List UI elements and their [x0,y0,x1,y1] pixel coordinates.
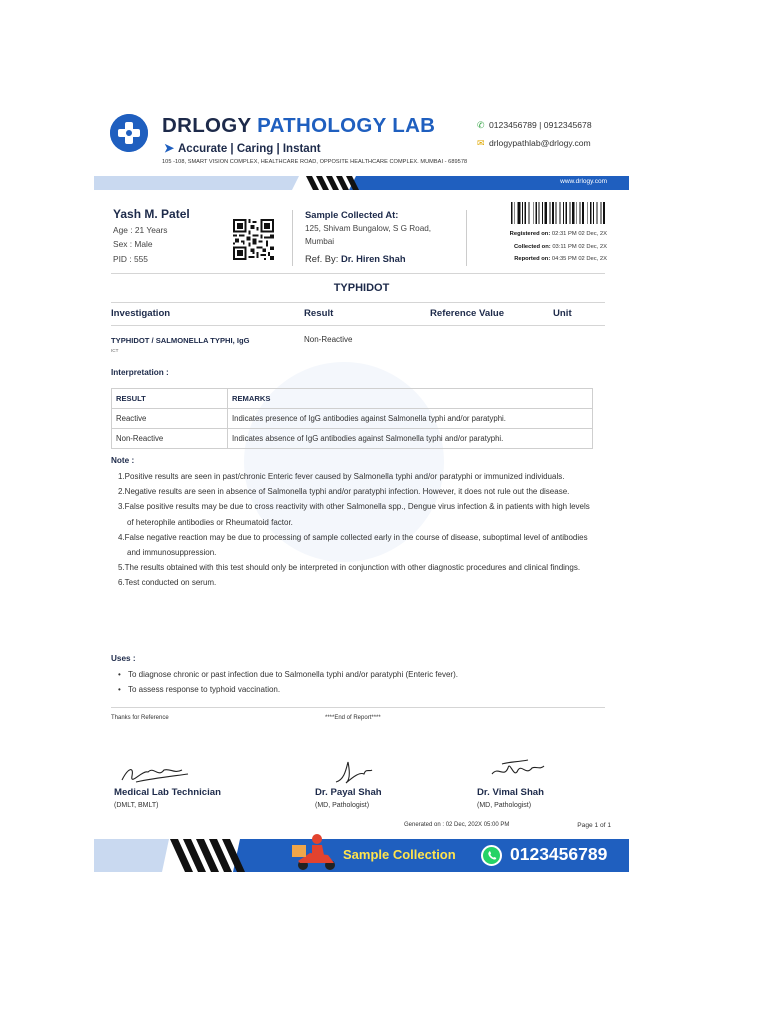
uses-title: Uses : [111,654,136,663]
tagline: ➤ Accurate | Caring | Instant [164,141,321,155]
signature-vimal-shah [478,756,598,786]
page-number: Page 1 of 1 [577,822,611,829]
test-title: TYPHIDOT [333,282,390,294]
lab-report [94,92,629,872]
note-item: 1.Positive results are seen in past/chronic Enteric fever caused by Salmonella typhi and/or paratyphi or immunized individuals. [118,472,565,481]
note-item: 3.False positive results may be due to cross reactivity with other Salmonella spp., Dengue virus infection & in patients with high levels of heterophile antibodies or Rheumatoid factor. [118,502,590,527]
note-item: 5.The results obtained with this test should only be interpreted in conjunction with other diagnostic procedures and clinical findings. [118,563,581,573]
email-contact: ✉ drlogypathlab@drlogy.com [477,138,591,148]
table-row [112,409,593,429]
collection-title: Sample Collected At: [305,209,399,220]
header-remarks: REMARKS [228,389,593,409]
microscope-icon: ➤ [164,141,175,155]
signatory-qualification: (MD, Pathologist) [477,802,532,809]
delivery-rider-icon [290,831,340,871]
thanks-text: Thanks for Reference [111,715,169,721]
signature-technician [114,756,234,786]
header-stripe [94,176,629,190]
lab-name: DRLOGY PATHOLOGY LAB [162,114,436,137]
divider [111,707,605,708]
interpretation-title: Interpretation : [111,368,169,377]
col-result: Result [304,308,334,319]
divider [111,273,605,274]
row-result: Reactive [112,409,228,429]
collected-on: Collected on: 03:11 PM 02 Dec, 2X [513,244,607,250]
whatsapp-icon [481,845,502,866]
website: www.drlogy.com [560,178,607,185]
note-item: 4.False negative reaction may be due to processing of sample collected early in the course of disease, suboptimal level of antibodies and immunosuppression. [118,532,588,558]
divider [292,210,293,266]
note-item: 2.Negative results are seen in absence of Salmonella typhi and/or paratyphi infection. However, it does not rule out the disease. [118,487,570,497]
notes-title: Note : [111,456,135,465]
row-remarks: Indicates absence of IgG antibodies against Salmonella typhi and/or paratyphi. [228,429,593,449]
uses-list [118,667,598,698]
end-of-report: ****End of Report**** [325,715,381,721]
barcode [511,202,607,232]
patient-age: Age : 21 Years [113,225,168,235]
investigation-name: TYPHIDOT / SALMONELLA TYPHI, IgG [111,336,250,345]
signatory-title: Medical Lab Technician [114,787,221,798]
note-item: 6.Test conducted on serum. [118,578,217,588]
col-reference-value: Reference Value [430,308,505,319]
table-header-row [112,389,593,409]
col-unit: Unit [553,308,572,319]
header-result: RESULT [112,389,228,409]
phone-icon: ✆ [477,120,485,130]
lab-address: 105 -108, SMART VISION COMPLEX, HEALTHCARE ROAD, OPPOSITE HEALTHCARE COMPLEX. MUMBAI - 689578 [162,159,468,165]
col-investigation: Investigation [111,308,171,319]
reported-on: Reported on: 04:35 PM 02 Dec, 2X [514,256,607,262]
signatory-title: Dr. Payal Shah [315,787,382,798]
generated-on: Generated on : 02 Dec, 202X 05:00 PM [404,822,510,828]
patient-pid: PID : 555 [113,254,148,264]
medical-cross-icon [110,114,148,152]
patient-sex: Sex : Male [113,239,153,249]
row-remarks: Indicates presence of IgG antibodies against Salmonella typhi and/or paratyphi. [228,409,593,429]
registered-on: Registered on: 02:31 PM 02 Dec, 2X [509,231,607,237]
signatory-qualification: (MD, Pathologist) [315,802,370,809]
use-item: • To diagnose chronic or past infection due to Salmonella typhi and/or paratyphi (Enteric fever). [118,667,598,682]
signatory-title: Dr. Vimal Shah [477,787,545,798]
divider [111,325,605,326]
investigation-result: Non-Reactive [304,335,353,344]
mail-icon: ✉ [477,138,485,148]
divider [466,210,467,266]
signature-payal-shah [316,756,436,786]
notes-list [118,469,598,591]
qr-code [233,219,274,260]
phone-contact: ✆ 0123456789 | 0912345678 [477,120,592,130]
patient-name: Yash M. Patel [113,207,190,221]
table-row [112,429,593,449]
signatory-qualification: (DMLT, BMLT) [114,802,159,809]
banner-phone: 0123456789 [510,844,608,864]
investigation-method: ICT [111,348,119,353]
divider [111,302,605,303]
row-result: Non-Reactive [112,429,228,449]
interpretation-table [111,388,593,449]
collection-address: 125, Shivam Bungalow, S G Road, Mumbai [305,224,432,246]
use-item: • To assess response to typhoid vaccination. [118,682,598,697]
referred-by: Ref. By: Dr. Hiren Shah [305,253,406,264]
sample-collection-label: Sample Collection [343,847,456,862]
